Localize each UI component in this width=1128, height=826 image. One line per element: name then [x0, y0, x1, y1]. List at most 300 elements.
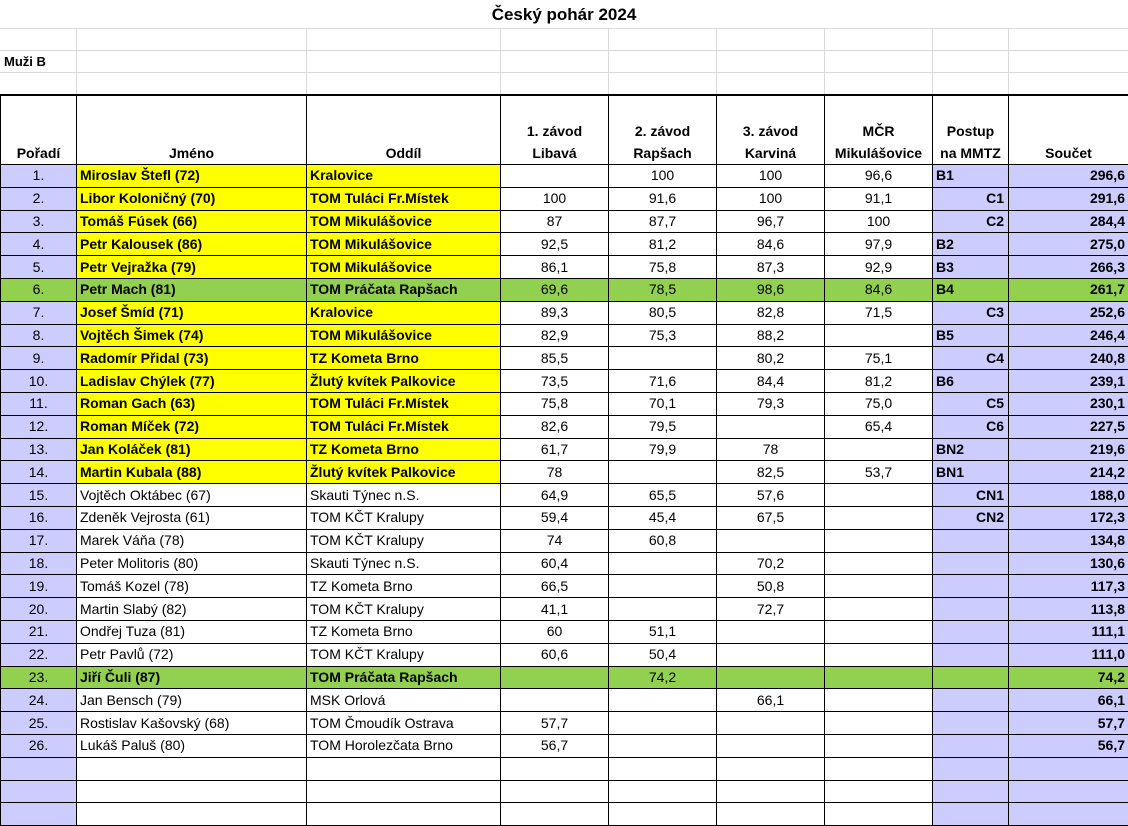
advance-cell[interactable] [933, 552, 1009, 575]
mcr-cell[interactable]: 81,2 [825, 370, 933, 393]
race1-cell[interactable]: 87 [501, 210, 609, 233]
club-cell[interactable]: Žlutý kvítek Palkovice [307, 461, 501, 484]
name-cell[interactable]: Vojtěch Šimek (74) [77, 324, 307, 347]
total-cell[interactable]: 284,4 [1009, 210, 1128, 233]
race1-cell[interactable]: 69,6 [501, 278, 609, 301]
race3-cell[interactable] [717, 803, 825, 826]
mcr-cell[interactable] [825, 757, 933, 780]
rank-cell[interactable]: 23. [1, 666, 77, 689]
race2-cell[interactable]: 45,4 [609, 506, 717, 529]
race3-cell[interactable]: 84,6 [717, 233, 825, 256]
rank-cell[interactable]: 8. [1, 324, 77, 347]
club-cell[interactable]: TOM KČT Kralupy [307, 506, 501, 529]
advance-cell[interactable] [933, 712, 1009, 735]
race1-cell[interactable]: 82,9 [501, 324, 609, 347]
race2-cell[interactable]: 70,1 [609, 392, 717, 415]
total-cell[interactable]: 111,0 [1009, 643, 1128, 666]
race1-cell[interactable]: 75,8 [501, 392, 609, 415]
race3-cell[interactable]: 82,5 [717, 461, 825, 484]
table-row [1, 415, 1128, 438]
race3-cell[interactable]: 79,3 [717, 392, 825, 415]
race1-cell[interactable] [501, 689, 609, 712]
mcr-cell[interactable] [825, 506, 933, 529]
rank-cell[interactable]: 4. [1, 233, 77, 256]
club-cell[interactable]: TOM Tuláci Fr.Místek [307, 415, 501, 438]
total-cell[interactable]: 252,6 [1009, 301, 1128, 324]
race2-cell[interactable]: 71,6 [609, 370, 717, 393]
mcr-cell[interactable] [825, 529, 933, 552]
table-row [1, 757, 1128, 780]
club-cell[interactable]: TOM Mikulášovice [307, 210, 501, 233]
name-cell[interactable]: Martin Kubala (88) [77, 461, 307, 484]
race2-cell[interactable]: 75,3 [609, 324, 717, 347]
race2-cell[interactable]: 79,5 [609, 415, 717, 438]
table-body [1, 165, 1128, 826]
table-row [1, 233, 1128, 256]
mcr-cell[interactable]: 75,0 [825, 392, 933, 415]
total-cell[interactable]: 66,1 [1009, 689, 1128, 712]
race3-cell[interactable] [717, 712, 825, 735]
club-cell[interactable]: TOM Horolezčata Brno [307, 734, 501, 757]
race1-cell[interactable]: 64,9 [501, 484, 609, 507]
name-cell[interactable] [77, 780, 307, 803]
race1-cell[interactable]: 73,5 [501, 370, 609, 393]
total-cell[interactable]: 296,6 [1009, 165, 1128, 188]
rank-cell[interactable]: 16. [1, 506, 77, 529]
rank-cell[interactable] [1, 803, 77, 826]
total-cell[interactable]: 134,8 [1009, 529, 1128, 552]
mcr-cell[interactable] [825, 438, 933, 461]
club-cell[interactable]: Kralovice [307, 165, 501, 188]
sheet-title: Český pohár 2024 [0, 0, 1128, 28]
mcr-cell[interactable] [825, 552, 933, 575]
race2-cell[interactable] [609, 689, 717, 712]
mcr-cell[interactable]: 84,6 [825, 278, 933, 301]
advance-cell[interactable]: C3 [933, 301, 1009, 324]
header-race1-line1: 1. závod [527, 123, 582, 139]
header-mcr[interactable] [825, 95, 933, 165]
name-cell[interactable]: Vojtěch Oktábec (67) [77, 484, 307, 507]
race2-cell[interactable]: 81,2 [609, 233, 717, 256]
race2-cell[interactable] [609, 803, 717, 826]
race3-cell[interactable]: 84,4 [717, 370, 825, 393]
race1-cell[interactable]: 74 [501, 529, 609, 552]
race3-cell[interactable]: 96,7 [717, 210, 825, 233]
name-cell[interactable]: Peter Molitoris (80) [77, 552, 307, 575]
mcr-cell[interactable] [825, 324, 933, 347]
total-cell[interactable]: 214,2 [1009, 461, 1128, 484]
rank-cell[interactable]: 7. [1, 301, 77, 324]
race2-cell[interactable]: 74,2 [609, 666, 717, 689]
advance-cell[interactable]: B3 [933, 256, 1009, 279]
total-cell[interactable]: 261,7 [1009, 278, 1128, 301]
club-cell[interactable]: Skauti Týnec n.S. [307, 484, 501, 507]
name-cell[interactable]: Roman Míček (72) [77, 415, 307, 438]
race2-cell[interactable]: 50,4 [609, 643, 717, 666]
table-row [1, 484, 1128, 507]
mcr-cell[interactable] [825, 598, 933, 621]
header-race3-line2: Karviná [745, 145, 796, 161]
advance-cell[interactable]: B2 [933, 233, 1009, 256]
race2-cell[interactable] [609, 712, 717, 735]
name-cell[interactable]: Radomír Přidal (73) [77, 347, 307, 370]
advance-cell[interactable]: BN2 [933, 438, 1009, 461]
total-cell[interactable]: 266,3 [1009, 256, 1128, 279]
header-mcr-line1: MČR [863, 123, 895, 139]
mcr-cell[interactable]: 53,7 [825, 461, 933, 484]
table-row [1, 392, 1128, 415]
advance-cell[interactable] [933, 780, 1009, 803]
name-cell[interactable]: Petr Kalousek (86) [77, 233, 307, 256]
total-cell[interactable]: 246,4 [1009, 324, 1128, 347]
race1-cell[interactable]: 89,3 [501, 301, 609, 324]
total-cell[interactable]: 113,8 [1009, 598, 1128, 621]
advance-cell[interactable]: CN1 [933, 484, 1009, 507]
race3-cell[interactable] [717, 529, 825, 552]
name-cell[interactable]: Jiří Čuli (87) [77, 666, 307, 689]
mcr-cell[interactable]: 97,9 [825, 233, 933, 256]
rank-cell[interactable]: 6. [1, 278, 77, 301]
advance-cell[interactable]: C4 [933, 347, 1009, 370]
rank-cell[interactable]: 15. [1, 484, 77, 507]
race3-cell[interactable]: 72,7 [717, 598, 825, 621]
race2-cell[interactable] [609, 347, 717, 370]
name-cell[interactable]: Josef Šmíd (71) [77, 301, 307, 324]
race3-cell[interactable] [717, 734, 825, 757]
total-cell[interactable]: 291,6 [1009, 187, 1128, 210]
club-cell[interactable]: TOM Práčata Rapšach [307, 666, 501, 689]
mcr-cell[interactable] [825, 734, 933, 757]
total-cell[interactable] [1009, 780, 1128, 803]
rank-cell[interactable]: 1. [1, 165, 77, 188]
race1-cell[interactable]: 86,1 [501, 256, 609, 279]
mcr-cell[interactable] [825, 780, 933, 803]
rank-cell[interactable]: 18. [1, 552, 77, 575]
race2-cell[interactable]: 78,5 [609, 278, 717, 301]
club-cell[interactable] [307, 757, 501, 780]
rank-cell[interactable]: 12. [1, 415, 77, 438]
header-race3[interactable] [717, 95, 825, 165]
name-cell[interactable]: Lukáš Paluš (80) [77, 734, 307, 757]
mcr-cell[interactable] [825, 712, 933, 735]
name-cell[interactable]: Ladislav Chýlek (77) [77, 370, 307, 393]
rank-cell[interactable]: 20. [1, 598, 77, 621]
race3-cell[interactable] [717, 780, 825, 803]
club-cell[interactable]: TOM KČT Kralupy [307, 529, 501, 552]
race3-cell[interactable]: 67,5 [717, 506, 825, 529]
rank-cell[interactable]: 3. [1, 210, 77, 233]
club-cell[interactable]: TZ Kometa Brno [307, 347, 501, 370]
club-cell[interactable] [307, 803, 501, 826]
total-cell[interactable]: 117,3 [1009, 575, 1128, 598]
advance-cell[interactable]: C5 [933, 392, 1009, 415]
race2-cell[interactable]: 51,1 [609, 620, 717, 643]
race3-cell[interactable]: 57,6 [717, 484, 825, 507]
header-race2[interactable] [609, 95, 717, 165]
gridline [306, 28, 307, 94]
rank-cell[interactable] [1, 780, 77, 803]
race2-cell[interactable]: 79,9 [609, 438, 717, 461]
mcr-cell[interactable]: 71,5 [825, 301, 933, 324]
race3-cell[interactable] [717, 757, 825, 780]
mcr-cell[interactable]: 91,1 [825, 187, 933, 210]
race1-cell[interactable] [501, 666, 609, 689]
advance-cell[interactable] [933, 757, 1009, 780]
rank-cell[interactable]: 14. [1, 461, 77, 484]
race1-cell[interactable] [501, 780, 609, 803]
name-cell[interactable]: Martin Slabý (82) [77, 598, 307, 621]
advance-cell[interactable]: B6 [933, 370, 1009, 393]
race1-cell[interactable]: 56,7 [501, 734, 609, 757]
name-cell[interactable]: Petr Mach (81) [77, 278, 307, 301]
race2-cell[interactable] [609, 598, 717, 621]
total-cell[interactable] [1009, 757, 1128, 780]
advance-cell[interactable] [933, 689, 1009, 712]
race1-cell[interactable]: 78 [501, 461, 609, 484]
table-row [1, 552, 1128, 575]
race3-cell[interactable]: 98,6 [717, 278, 825, 301]
name-cell[interactable]: Miroslav Štefl (72) [77, 165, 307, 188]
table-row [1, 643, 1128, 666]
club-cell[interactable] [307, 780, 501, 803]
club-cell[interactable]: TOM Mikulášovice [307, 324, 501, 347]
rank-cell[interactable]: 24. [1, 689, 77, 712]
advance-cell[interactable] [933, 620, 1009, 643]
club-cell[interactable]: TOM Tuláci Fr.Místek [307, 392, 501, 415]
club-cell[interactable]: TOM Tuláci Fr.Místek [307, 187, 501, 210]
header-row [1, 95, 1128, 165]
race3-cell[interactable]: 88,2 [717, 324, 825, 347]
advance-cell[interactable] [933, 734, 1009, 757]
race1-cell[interactable]: 60,6 [501, 643, 609, 666]
race3-cell[interactable]: 82,8 [717, 301, 825, 324]
club-cell[interactable]: TOM Mikulášovice [307, 256, 501, 279]
club-cell[interactable]: TZ Kometa Brno [307, 438, 501, 461]
table-row [1, 598, 1128, 621]
race1-cell[interactable] [501, 165, 609, 188]
name-cell[interactable]: Tomáš Fúsek (66) [77, 210, 307, 233]
total-cell[interactable]: 130,6 [1009, 552, 1128, 575]
advance-cell[interactable]: C1 [933, 187, 1009, 210]
advance-cell[interactable]: BN1 [933, 461, 1009, 484]
club-cell[interactable]: TOM Práčata Rapšach [307, 278, 501, 301]
table-row [1, 210, 1128, 233]
advance-cell[interactable] [933, 803, 1009, 826]
race3-cell[interactable] [717, 620, 825, 643]
mcr-cell[interactable] [825, 575, 933, 598]
race2-cell[interactable]: 87,7 [609, 210, 717, 233]
mcr-cell[interactable] [825, 484, 933, 507]
advance-cell[interactable] [933, 643, 1009, 666]
advance-cell[interactable] [933, 598, 1009, 621]
gridline [932, 28, 933, 94]
advance-cell[interactable]: B1 [933, 165, 1009, 188]
race1-cell[interactable]: 41,1 [501, 598, 609, 621]
club-cell[interactable]: Kralovice [307, 301, 501, 324]
advance-cell[interactable]: C6 [933, 415, 1009, 438]
table-row [1, 529, 1128, 552]
club-cell[interactable]: TOM KČT Kralupy [307, 598, 501, 621]
race1-cell[interactable]: 60 [501, 620, 609, 643]
header-advance[interactable] [933, 95, 1009, 165]
mcr-cell[interactable]: 92,9 [825, 256, 933, 279]
race2-cell[interactable]: 75,8 [609, 256, 717, 279]
rank-cell[interactable]: 9. [1, 347, 77, 370]
name-cell[interactable]: Jan Bensch (79) [77, 689, 307, 712]
advance-cell[interactable]: CN2 [933, 506, 1009, 529]
race2-cell[interactable]: 91,6 [609, 187, 717, 210]
rank-cell[interactable]: 11. [1, 392, 77, 415]
race2-cell[interactable] [609, 757, 717, 780]
total-cell[interactable]: 230,1 [1009, 392, 1128, 415]
table-row [1, 461, 1128, 484]
race2-cell[interactable] [609, 552, 717, 575]
rank-cell[interactable]: 25. [1, 712, 77, 735]
gridline [0, 50, 1128, 51]
total-cell[interactable]: 172,3 [1009, 506, 1128, 529]
total-cell[interactable]: 239,1 [1009, 370, 1128, 393]
name-cell[interactable]: Marek Váňa (78) [77, 529, 307, 552]
total-cell[interactable]: 275,0 [1009, 233, 1128, 256]
total-cell[interactable]: 240,8 [1009, 347, 1128, 370]
table-row [1, 803, 1128, 826]
name-cell[interactable]: Tomáš Kozel (78) [77, 575, 307, 598]
race3-cell[interactable]: 78 [717, 438, 825, 461]
advance-cell[interactable] [933, 666, 1009, 689]
name-cell[interactable]: Petr Pavlů (72) [77, 643, 307, 666]
race2-cell[interactable]: 80,5 [609, 301, 717, 324]
race1-cell[interactable]: 61,7 [501, 438, 609, 461]
table-row [1, 506, 1128, 529]
name-cell[interactable]: Petr Vejražka (79) [77, 256, 307, 279]
header-rank[interactable]: Pořadí [1, 95, 77, 165]
header-total[interactable]: Součet [1009, 95, 1128, 165]
club-cell[interactable]: Žlutý kvítek Palkovice [307, 370, 501, 393]
race1-cell[interactable]: 60,4 [501, 552, 609, 575]
name-cell[interactable]: Zdeněk Vejrosta (61) [77, 506, 307, 529]
club-cell[interactable]: TOM Mikulášovice [307, 233, 501, 256]
gridline [1008, 28, 1009, 94]
rank-cell[interactable]: 10. [1, 370, 77, 393]
race3-cell[interactable] [717, 643, 825, 666]
header-race1[interactable] [501, 95, 609, 165]
race3-cell[interactable] [717, 415, 825, 438]
name-cell[interactable]: Libor Koloničný (70) [77, 187, 307, 210]
name-cell[interactable]: Roman Gach (63) [77, 392, 307, 415]
name-cell[interactable]: Jan Koláček (81) [77, 438, 307, 461]
mcr-cell[interactable]: 65,4 [825, 415, 933, 438]
race3-cell[interactable]: 50,8 [717, 575, 825, 598]
race1-cell[interactable]: 59,4 [501, 506, 609, 529]
total-cell[interactable]: 219,6 [1009, 438, 1128, 461]
race3-cell[interactable] [717, 666, 825, 689]
race1-cell[interactable]: 57,7 [501, 712, 609, 735]
total-cell[interactable] [1009, 803, 1128, 826]
race1-cell[interactable]: 85,5 [501, 347, 609, 370]
race3-cell[interactable]: 66,1 [717, 689, 825, 712]
header-advance-line2: na MMTZ [940, 145, 1001, 161]
rank-cell[interactable]: 2. [1, 187, 77, 210]
race2-cell[interactable]: 100 [609, 165, 717, 188]
club-cell[interactable]: Skauti Týnec n.S. [307, 552, 501, 575]
race2-cell[interactable] [609, 780, 717, 803]
gridline [0, 28, 1128, 29]
rank-cell[interactable]: 13. [1, 438, 77, 461]
advance-cell[interactable]: C2 [933, 210, 1009, 233]
race2-cell[interactable] [609, 575, 717, 598]
mcr-cell[interactable] [825, 620, 933, 643]
race1-cell[interactable]: 92,5 [501, 233, 609, 256]
race2-cell[interactable]: 65,5 [609, 484, 717, 507]
race2-cell[interactable] [609, 734, 717, 757]
header-club[interactable]: Oddíl [307, 95, 501, 165]
header-name[interactable]: Jméno [77, 95, 307, 165]
mcr-cell[interactable] [825, 689, 933, 712]
rank-cell[interactable]: 19. [1, 575, 77, 598]
total-cell[interactable]: 74,2 [1009, 666, 1128, 689]
total-cell[interactable]: 57,7 [1009, 712, 1128, 735]
mcr-cell[interactable] [825, 666, 933, 689]
race3-cell[interactable]: 80,2 [717, 347, 825, 370]
gridline [608, 28, 609, 94]
race1-cell[interactable]: 100 [501, 187, 609, 210]
race3-cell[interactable]: 100 [717, 165, 825, 188]
club-cell[interactable]: TZ Kometa Brno [307, 575, 501, 598]
rank-cell[interactable]: 26. [1, 734, 77, 757]
advance-cell[interactable]: B5 [933, 324, 1009, 347]
name-cell[interactable] [77, 803, 307, 826]
header-race3-line1: 3. závod [743, 123, 798, 139]
race2-cell[interactable]: 60,8 [609, 529, 717, 552]
name-cell[interactable]: Rostislav Kašovský (68) [77, 712, 307, 735]
club-cell[interactable]: TZ Kometa Brno [307, 620, 501, 643]
standings-table [0, 94, 1128, 826]
race1-cell[interactable] [501, 757, 609, 780]
mcr-cell[interactable] [825, 803, 933, 826]
rank-cell[interactable]: 5. [1, 256, 77, 279]
race1-cell[interactable]: 66,5 [501, 575, 609, 598]
name-cell[interactable] [77, 757, 307, 780]
rank-cell[interactable] [1, 757, 77, 780]
mcr-cell[interactable] [825, 643, 933, 666]
total-cell[interactable]: 111,1 [1009, 620, 1128, 643]
rank-cell[interactable]: 21. [1, 620, 77, 643]
name-cell[interactable]: Ondřej Tuza (81) [77, 620, 307, 643]
race3-cell[interactable]: 70,2 [717, 552, 825, 575]
advance-cell[interactable] [933, 529, 1009, 552]
race1-cell[interactable] [501, 803, 609, 826]
advance-cell[interactable] [933, 575, 1009, 598]
gridline [0, 72, 1128, 73]
race1-cell[interactable]: 82,6 [501, 415, 609, 438]
mcr-cell[interactable]: 100 [825, 210, 933, 233]
mcr-cell[interactable]: 75,1 [825, 347, 933, 370]
total-cell[interactable]: 227,5 [1009, 415, 1128, 438]
rank-cell[interactable]: 17. [1, 529, 77, 552]
category-label: Muži B [4, 52, 46, 72]
race3-cell[interactable]: 100 [717, 187, 825, 210]
total-cell[interactable]: 56,7 [1009, 734, 1128, 757]
club-cell[interactable]: MSK Orlová [307, 689, 501, 712]
total-cell[interactable]: 188,0 [1009, 484, 1128, 507]
mcr-cell[interactable]: 96,6 [825, 165, 933, 188]
club-cell[interactable]: TOM KČT Kralupy [307, 643, 501, 666]
advance-cell[interactable]: B4 [933, 278, 1009, 301]
rank-cell[interactable]: 22. [1, 643, 77, 666]
race3-cell[interactable]: 87,3 [717, 256, 825, 279]
race2-cell[interactable] [609, 461, 717, 484]
club-cell[interactable]: TOM Čmoudík Ostrava [307, 712, 501, 735]
